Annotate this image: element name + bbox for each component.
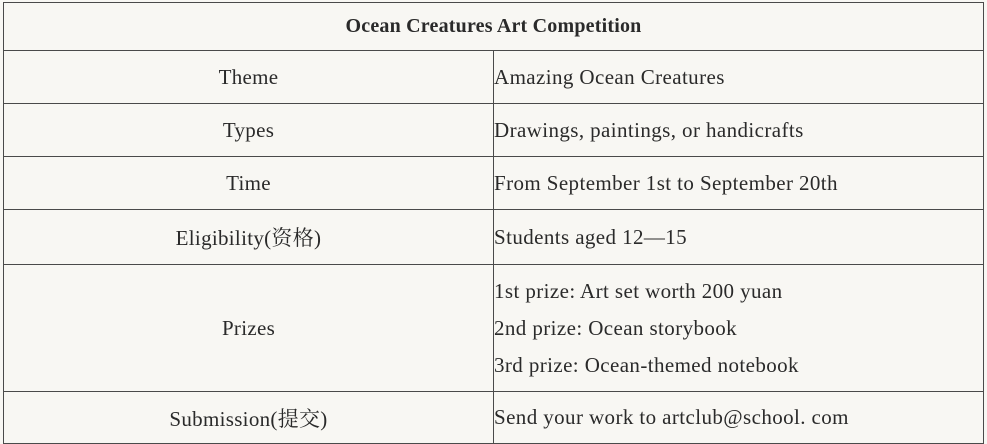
eligibility-value: Students aged 12—15: [494, 210, 984, 265]
table-row-theme: [4, 51, 984, 104]
table-row-eligibility: [4, 210, 984, 265]
eligibility-label: Eligibility(资格): [4, 210, 494, 265]
competition-table: [3, 2, 984, 444]
prize-item-third: 3rd prize: Ocean-themed notebook: [494, 352, 799, 377]
submission-label: Submission(提交): [4, 392, 494, 444]
prizes-value: [494, 265, 984, 392]
table-row-submission: [4, 392, 984, 444]
prize-item-first: 1st prize: Art set worth 200 yuan: [494, 278, 783, 303]
time-label: Time: [4, 157, 494, 210]
prize-item-second: 2nd prize: Ocean storybook: [494, 315, 738, 340]
time-value: From September 1st to September 20th: [494, 157, 984, 210]
table-row-time: [4, 157, 984, 210]
theme-label: Theme: [4, 51, 494, 104]
submission-value: Send your work to artclub@school. com: [494, 392, 984, 444]
prizes-label: Prizes: [4, 265, 494, 392]
theme-value: Amazing Ocean Creatures: [494, 51, 984, 104]
title-row: [4, 3, 984, 51]
table-title: Ocean Creatures Art Competition: [4, 3, 984, 51]
types-label: Types: [4, 104, 494, 157]
table-row-types: [4, 104, 984, 157]
types-value: Drawings, paintings, or handicrafts: [494, 104, 984, 157]
table-row-prizes: [4, 265, 984, 392]
